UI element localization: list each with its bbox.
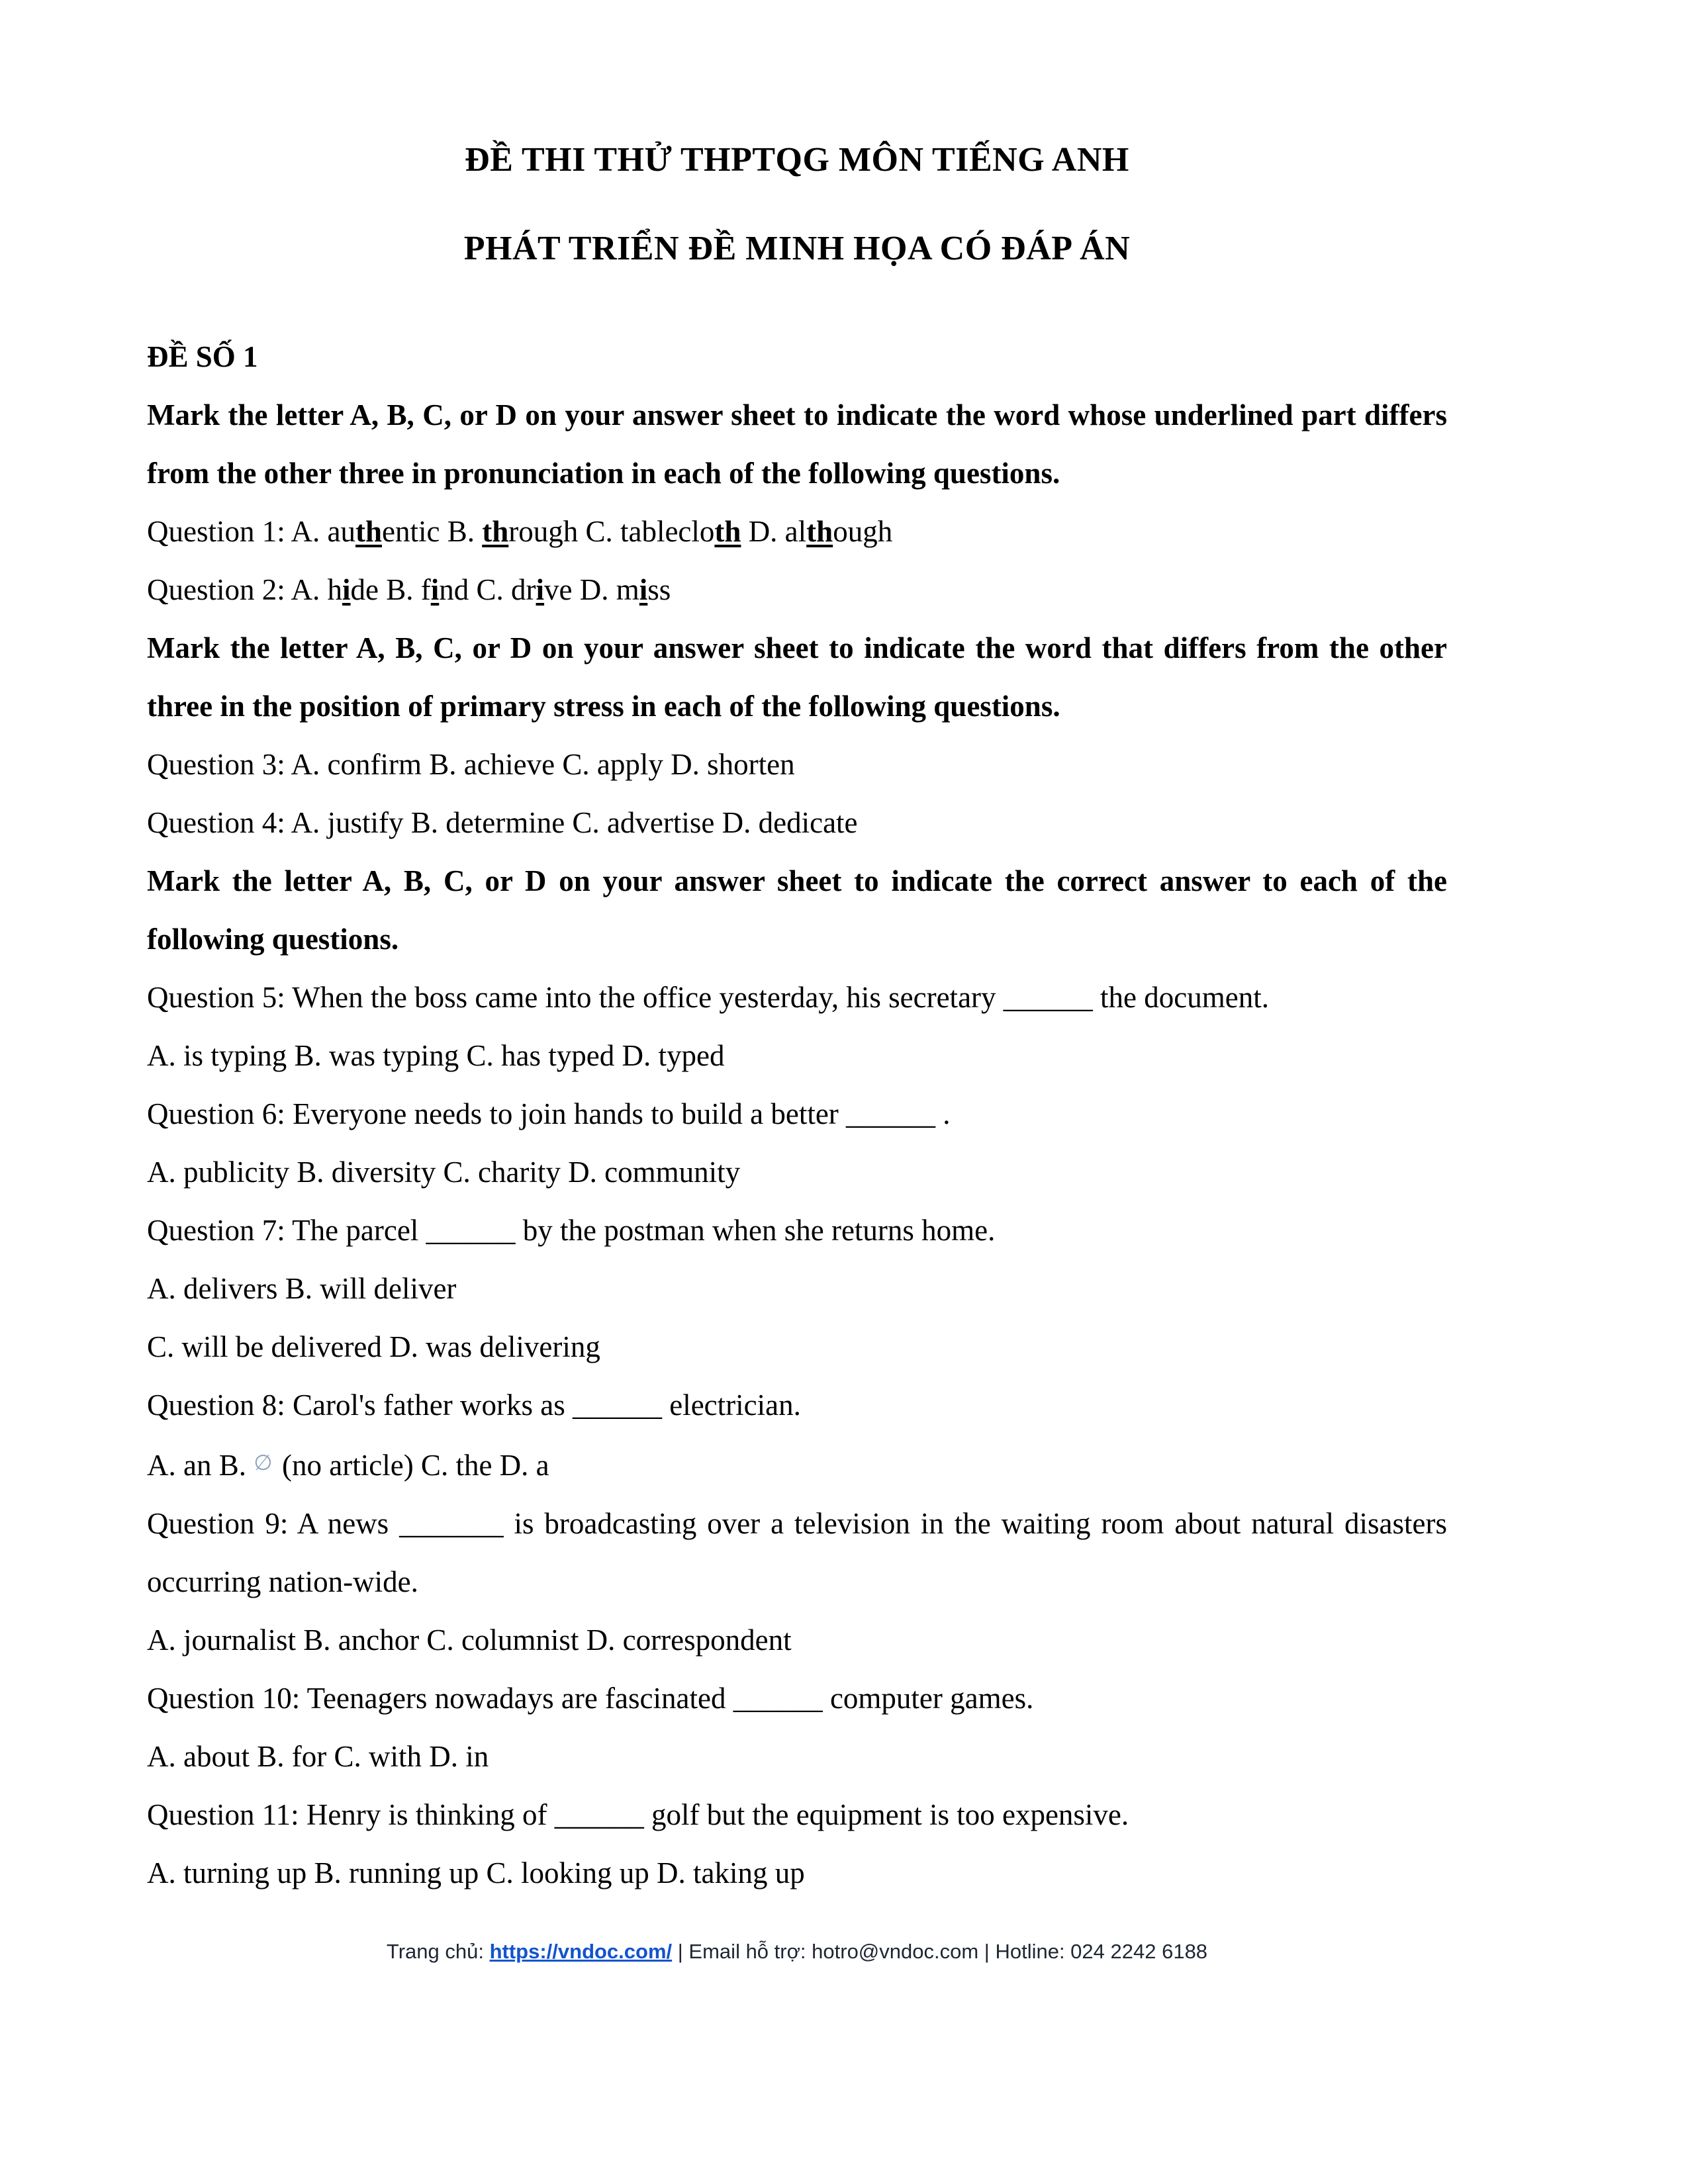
instruction-stress: Mark the letter A, B, C, or D on your answer sheet to indicate the word that differs from the other three in the position of primary stress in each of the following questions. xyxy=(147,631,1447,723)
text-segment: rough C. tableclo xyxy=(508,515,715,548)
underlined-letters: i xyxy=(430,573,440,606)
question-7-options-cd: C. will be delivered D. was delivering xyxy=(147,1330,600,1363)
text-segment: Question 1: A. au xyxy=(147,515,355,548)
question-8-options-pre: A. an B. xyxy=(147,1449,254,1482)
question-3-line: Question 3: A. confirm B. achieve C. apply D. shorten xyxy=(147,748,795,781)
question-5-options: A. is typing B. was typing C. has typed D. typed xyxy=(147,1039,725,1072)
question-1-line xyxy=(147,502,1447,561)
question-8-options-post: (no article) C. the D. a xyxy=(282,1449,549,1482)
page-footer xyxy=(147,1936,1447,1968)
question-5-line: Question 5: When the boss came into the office yesterday, his secretary ______ the document. xyxy=(147,981,1269,1014)
question-9-line: Question 9: A news _______ is broadcasting over a television in the waiting room about natural disasters occurring nation-wide. xyxy=(147,1507,1447,1599)
text-segment: nd C. dr xyxy=(439,573,536,606)
text-segment: ss xyxy=(647,573,671,606)
text-segment: ve D. m xyxy=(544,573,639,606)
question-11-options: A. turning up B. running up C. looking up D. taking up xyxy=(147,1856,805,1890)
text-segment: D. al xyxy=(741,515,807,548)
question-7-options-ab: A. delivers B. will deliver xyxy=(147,1272,457,1305)
underlined-letters: th xyxy=(714,515,741,548)
question-10-options: A. about B. for C. with D. in xyxy=(147,1740,489,1774)
text-segment: de B. f xyxy=(350,573,431,606)
question-10-line: Question 10: Teenagers nowadays are fascinated ______ computer games. xyxy=(147,1682,1034,1715)
underlined-letters: i xyxy=(342,573,351,606)
underlined-letters: i xyxy=(536,573,545,606)
underlined-letters: th xyxy=(482,515,509,548)
exam-body xyxy=(147,328,1447,1902)
question-6-options: A. publicity B. diversity C. charity D. community xyxy=(147,1156,741,1189)
underlined-letters: th xyxy=(355,515,382,548)
footer-home-link[interactable]: https://vndoc.com/ xyxy=(489,1940,673,1963)
question-8-line: Question 8: Carol's father works as ______ electrician. xyxy=(147,1388,801,1422)
exam-title: ĐỀ THI THỬ THPTQG MÔN TIẾNG ANH xyxy=(465,141,1129,179)
footer-contact-info: | Email hỗ trợ: hotro@vndoc.com | Hotline: 024 2242 6188 xyxy=(672,1940,1208,1963)
question-4-line: Question 4: A. justify B. determine C. advertise D. dedicate xyxy=(147,806,858,839)
underlined-letters: i xyxy=(639,573,648,606)
text-segment: ough xyxy=(833,515,893,548)
instruction-pronunciation: Mark the letter A, B, C, or D on your answer sheet to indicate the word whose underlined part differs from the other three in pronunciation in each of the following questions. xyxy=(147,398,1447,490)
exam-subtitle: PHÁT TRIỂN ĐỀ MINH HỌA CÓ ĐÁP ÁN xyxy=(463,230,1131,267)
question-6-line: Question 6: Everyone needs to join hands to build a better ______ . xyxy=(147,1097,951,1130)
text-segment: Question 2: A. h xyxy=(147,573,343,606)
underlined-letters: th xyxy=(806,515,833,548)
question-8-options xyxy=(147,1434,1447,1494)
question-7-line: Question 7: The parcel ______ by the postman when she returns home. xyxy=(147,1214,996,1247)
empty-set-symbol: ∅ xyxy=(254,1451,273,1475)
question-2-line xyxy=(147,561,1447,619)
title-block xyxy=(147,0,1447,293)
text-segment: entic B. xyxy=(382,515,483,548)
question-11-line: Question 11: Henry is thinking of ______ golf but the equipment is too expensive. xyxy=(147,1798,1129,1832)
exam-number: ĐỀ SỐ 1 xyxy=(147,340,258,373)
question-9-options: A. journalist B. anchor C. columnist D. correspondent xyxy=(147,1623,792,1657)
instruction-correct-answer: Mark the letter A, B, C, or D on your answer sheet to indicate the correct answer to each of the following questions. xyxy=(147,864,1447,956)
footer-home-label: Trang chủ: xyxy=(386,1940,490,1963)
